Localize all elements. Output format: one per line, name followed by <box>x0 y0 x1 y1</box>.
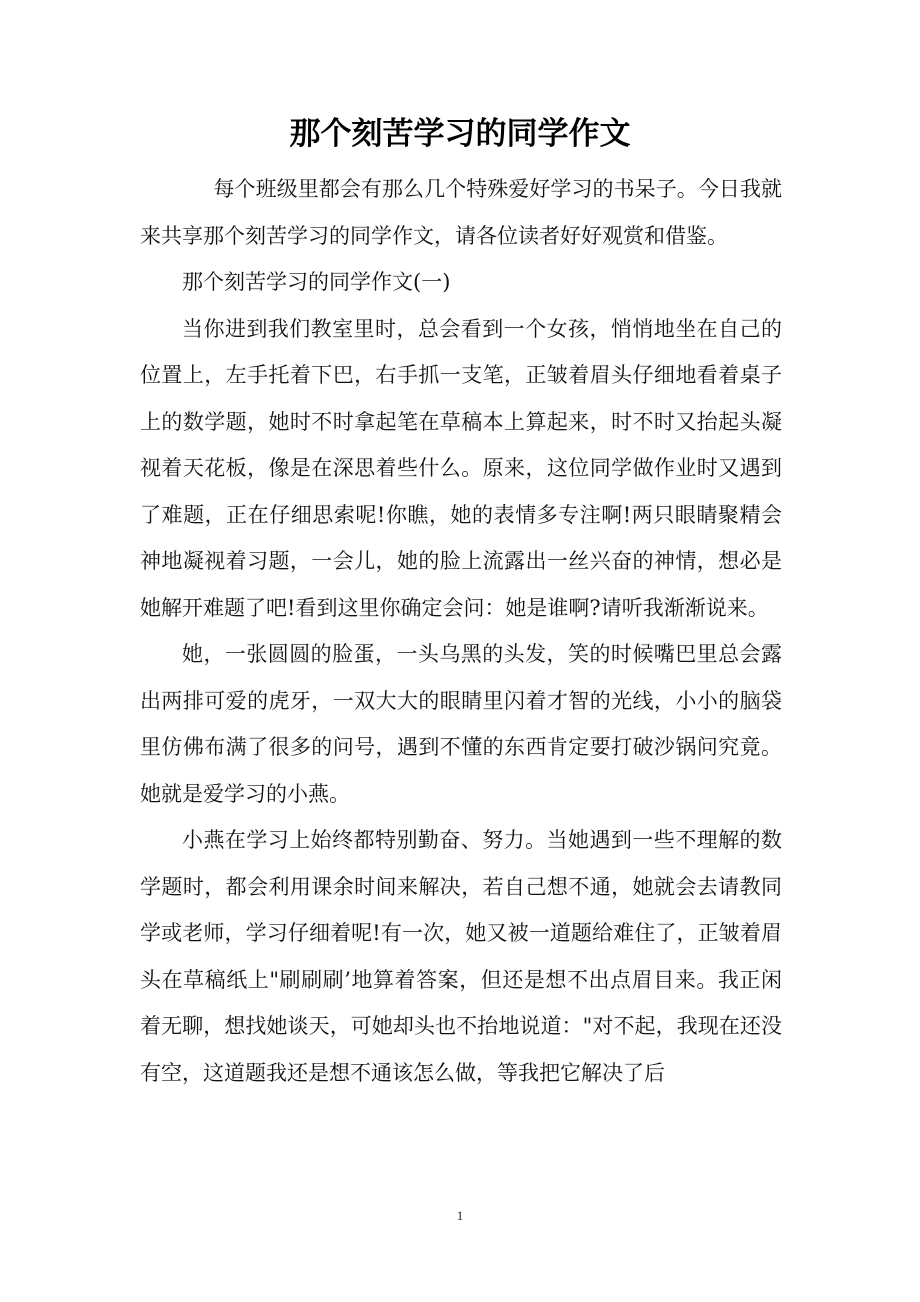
page-number: 1 <box>456 1208 464 1223</box>
document-title: 那个刻苦学习的同学作文 <box>289 116 631 152</box>
body-paragraph: 她，一张圆圆的脸蛋，一头乌黑的头发，笑的时候嘴巴里总会露出两排可爱的虎牙，一双大大的眼睛里闪着才智的光线，小小的脑袋里仿佛布满了很多的问号，遇到不懂的东西肯定要打破沙锅问究竟。她就是爱学习的小燕。 <box>140 642 782 806</box>
section-heading: 那个刻苦学习的同学作文(一) <box>182 270 451 294</box>
intro-paragraph: 每个班级里都会有那么几个特殊爱好学习的书呆子。今日我就来共享那个刻苦学习的同学作文，请各位读者好好观赏和借鉴。 <box>140 177 782 248</box>
body-paragraph: 小燕在学习上始终都特别勤奋、努力。当她遇到一些不理解的数学题时，都会利用课余时间来解决，若自己想不通，她就会去请教同学或老师，学习仔细着呢!有一次，她又被一道题给难住了，正皱着眉头在草稿纸上"刷刷刷’地算着答案，但还是想不出点眉目来。我正闲着无聊，想找她谈天，可她却头也不抬地说道："对不起，我现在还没有空，这道题我还是想不通该怎么做，等我把它解决了后 <box>140 828 782 1085</box>
body-paragraph: 当你进到我们教室里时，总会看到一个女孩，悄悄地坐在自己的位置上，左手托着下巴，右手抓一支笔，正皱着眉头仔细地看着桌子上的数学题，她时不时拿起笔在草稿本上算起来，时不时又抬起头凝视着天花板，像是在深思着些什么。原来，这位同学做作业时又遇到了难题，正在仔细思索呢!你瞧，她的表情多专注啊!两只眼睛聚精会神地凝视着习题，一会儿，她的脸上流露出一丝兴奋的神情，想必是她解开难题了吧!看到这里你确定会问：她是谁啊?请听我渐渐说来。 <box>140 316 782 620</box>
document-body <box>140 166 782 1096</box>
